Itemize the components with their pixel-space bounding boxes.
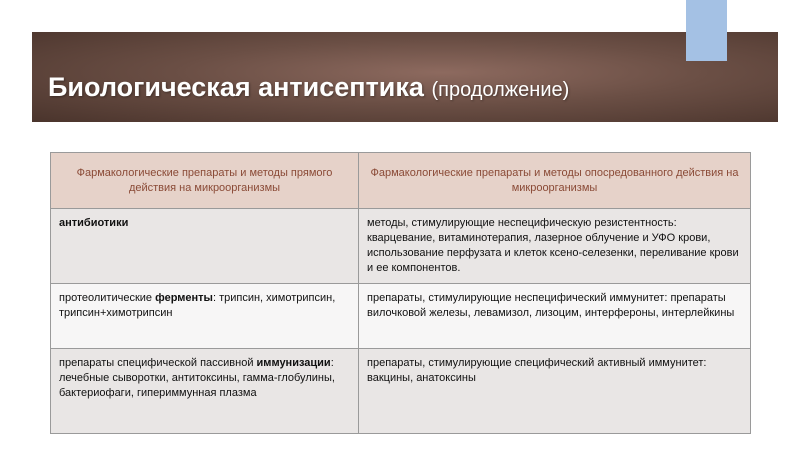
cell-direct-text: : лечебные сыворотки, антитоксины, гамма-глобулины, бактериофаги, гипериммунная плазма: [59, 357, 335, 399]
cell-direct: [51, 349, 359, 434]
table-row: [51, 209, 751, 284]
cell-direct-text: : трипсин, химотрипсин, трипсин+химотрипсин: [59, 292, 336, 319]
cell-direct: [51, 284, 359, 349]
cell-direct: [51, 209, 359, 284]
cell-indirect: препараты, стимулирующие неспецифический иммунитет: препараты вилочковой железы, левамизол, лизоцим, интерфероны, интерлейкины: [359, 284, 751, 349]
cell-direct-bold: ферменты: [155, 292, 213, 304]
antiseptic-table: [50, 152, 751, 434]
bookmark-ribbon: [686, 0, 727, 61]
table-header-row: [51, 153, 751, 209]
slide-title-subtitle: (продолжение): [431, 79, 570, 101]
cell-direct-bold: антибиотики: [59, 217, 129, 229]
header-indirect-action: Фармакологические препараты и методы опосредованного действия на микроорганизмы: [359, 153, 751, 209]
header-direct-action: Фармакологические препараты и методы прямого действия на микроорганизмы: [51, 153, 359, 209]
slide-title: [48, 72, 569, 103]
cell-indirect: методы, стимулирующие неспецифическую резистентность: кварцевание, витаминотерапия, лазерное облучение и УФО крови, использование перфузата и клеток ксено-селезенки, переливание крови и ее компонентов.: [359, 209, 751, 284]
table-row: [51, 284, 751, 349]
slide-title-main: Биологическая антисептика: [48, 72, 424, 102]
table-row: [51, 349, 751, 434]
cell-indirect: препараты, стимулирующие специфический активный иммунитет: вакцины, анатоксины: [359, 349, 751, 434]
cell-direct-text: препараты специфической пассивной: [59, 357, 257, 369]
cell-direct-text: протеолитические: [59, 292, 156, 304]
cell-direct-bold: иммунизации: [256, 357, 331, 369]
